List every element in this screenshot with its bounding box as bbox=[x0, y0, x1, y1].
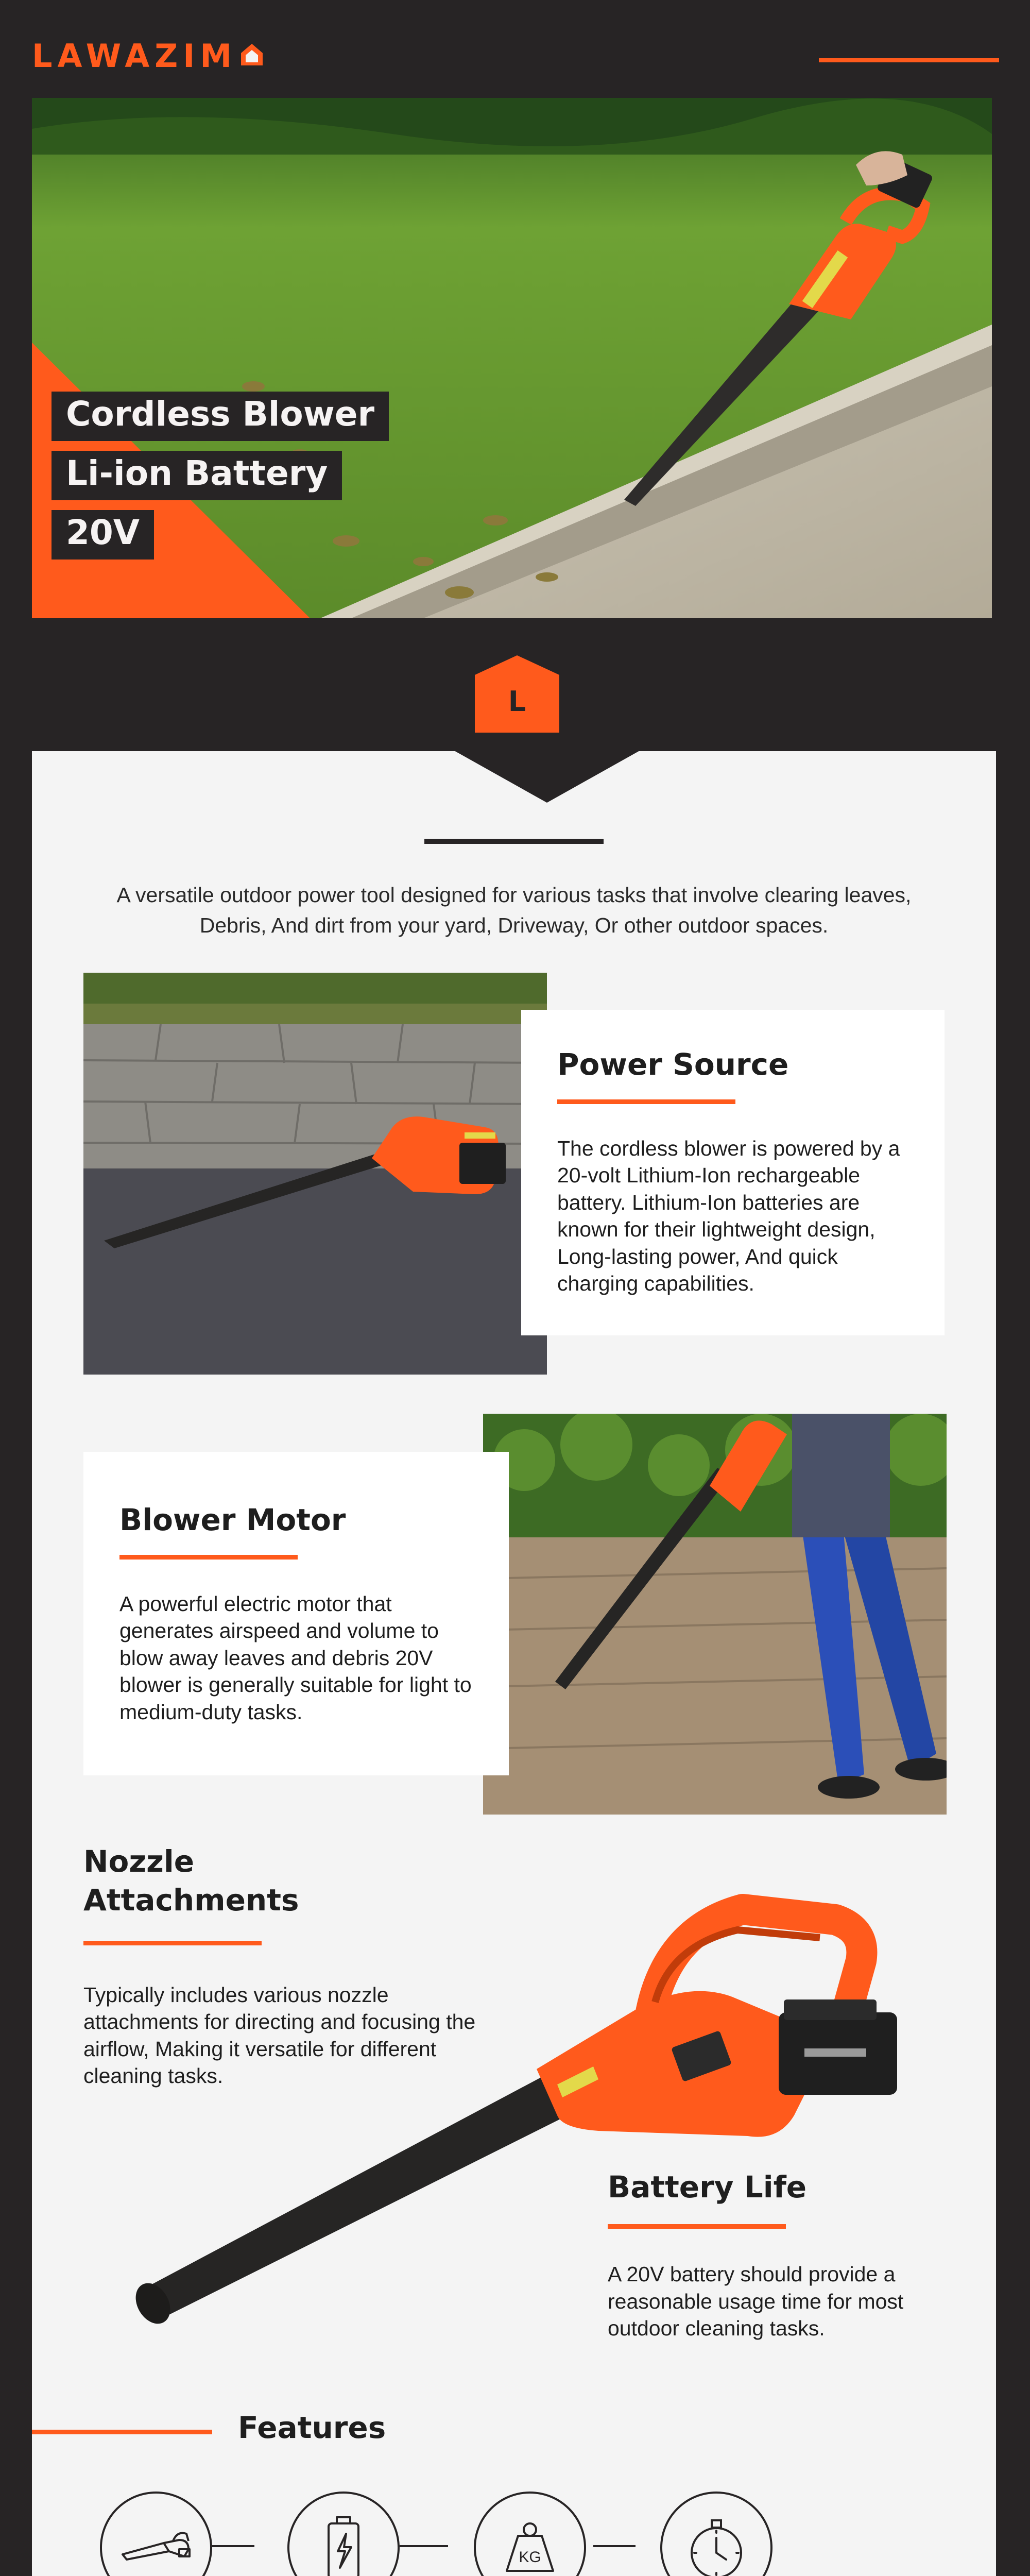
hero-banner bbox=[32, 98, 992, 618]
blower-motor-divider bbox=[119, 1555, 298, 1560]
blower-motor-card bbox=[83, 1452, 509, 1775]
power-source-card bbox=[521, 1010, 945, 1335]
battery-life-divider bbox=[608, 2224, 786, 2229]
feature-lightweight-icon-wrap bbox=[474, 2492, 586, 2576]
blower-motor-photo bbox=[483, 1414, 947, 1815]
feature-connector bbox=[400, 2545, 448, 2547]
battery-life-text: A 20V battery should provide a reasonable usage time for most outdoor cleaning tasks. bbox=[608, 2262, 904, 2341]
hero-title-line-3: 20V bbox=[52, 510, 154, 560]
blower-motor-text: A powerful electric motor that generates airspeed and volume to blow away leaves and debris 20V blower is generally suitable for light to medium-duty tasks. bbox=[119, 1592, 472, 1724]
feature-connector bbox=[593, 2545, 636, 2547]
battery-life-title: Battery Life bbox=[608, 2170, 807, 2205]
power-source-title: Power Source bbox=[557, 1047, 789, 1082]
logo-badge bbox=[475, 655, 559, 733]
header-divider bbox=[819, 58, 999, 62]
house-icon bbox=[239, 42, 265, 67]
features-title: Features bbox=[238, 2410, 386, 2445]
feature-quick-charge-icon-wrap bbox=[287, 2492, 400, 2576]
power-source-photo bbox=[83, 973, 547, 1375]
hero-title-line-1: Cordless Blower bbox=[52, 392, 389, 441]
stopwatch-icon bbox=[662, 2494, 770, 2576]
badge-letter: L bbox=[508, 685, 526, 718]
hero-photo bbox=[32, 98, 992, 618]
feature-connector bbox=[212, 2545, 254, 2547]
blower-motor-title: Blower Motor bbox=[119, 1502, 346, 1537]
features-divider bbox=[32, 2430, 212, 2434]
panel-notch bbox=[453, 750, 641, 803]
brand-logo bbox=[32, 37, 265, 75]
nozzle-title-line-2: Attachments bbox=[83, 1883, 299, 1918]
nozzle-text: Typically includes various nozzle attachments for directing and focusing the airflow, Making it versatile for different cleaning tasks. bbox=[83, 1982, 476, 2088]
battery-charge-icon bbox=[289, 2494, 398, 2576]
intro-text: A versatile outdoor power tool designed for various tasks that involve clearing leaves, Debris, And dirt from your yard, Driveway, Or other outdoor spaces. bbox=[116, 883, 912, 938]
feature-quick-cleanup-icon-wrap bbox=[660, 2492, 772, 2576]
hero-title-line-2: Li-ion Battery bbox=[52, 451, 342, 500]
content-panel bbox=[32, 751, 996, 2576]
feature-flexibility-icon-wrap bbox=[100, 2492, 212, 2576]
power-source-divider bbox=[557, 1099, 735, 1104]
weight-icon bbox=[476, 2494, 584, 2576]
brand-name: LAWAZIM bbox=[32, 37, 237, 75]
blower-icon bbox=[102, 2494, 210, 2576]
weight-icon-label: KG bbox=[519, 2549, 541, 2566]
nozzle-title-line-1: Nozzle bbox=[83, 1844, 195, 1879]
power-source-text: The cordless blower is powered by a 20-volt Lithium-Ion rechargeable battery. Lithium-Ion batteries are known for their lightweight design, Long-lasting power, And quick charging capabilities. bbox=[557, 1137, 900, 1296]
intro-divider bbox=[424, 839, 604, 844]
battery-life-section bbox=[608, 2168, 968, 2342]
